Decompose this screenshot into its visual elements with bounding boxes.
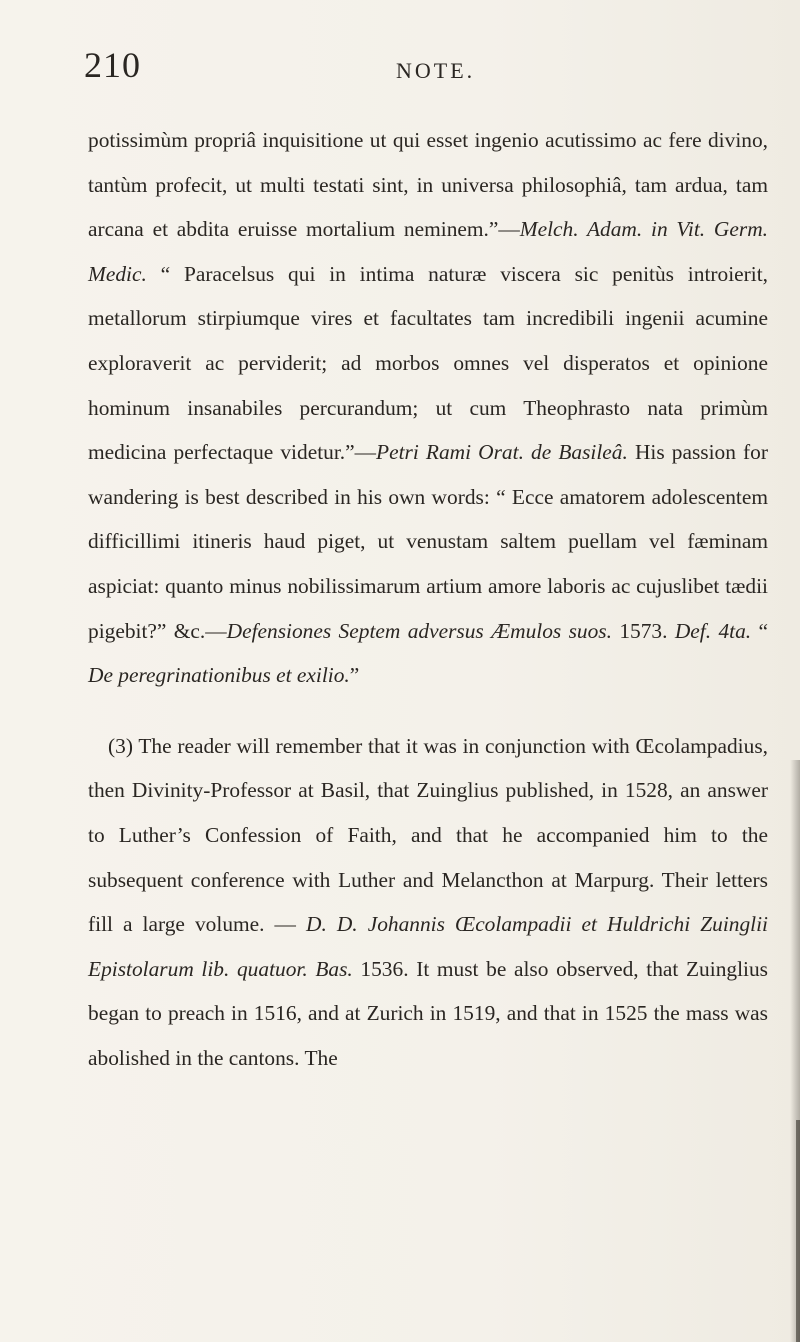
page-edge-dark	[796, 1120, 800, 1342]
paragraph-1	[88, 118, 768, 698]
text-run: potissimùm propriâ inquisitione ut qui esset ingenio acutissimo ac fere divino, tantùm profecit, ut multi testati sint, in universa philosophiâ, tam ardua, tam arcana et abdita eruisse mortalium neminem.”—	[88, 128, 768, 242]
text-run: 1573.	[611, 618, 675, 643]
citation-de-peregrinationibus: De peregrinationibus et exilio.	[88, 663, 350, 688]
citation-epistolarum: D. D. Johannis Œcolampadii et Huldrichi Zuinglii Epistolarum lib. quatuor. Bas.	[88, 912, 768, 981]
citation-defensiones: Defensiones Septem adversus Æmulos suos.	[226, 618, 612, 643]
text-run: “ Paracelsus qui in intima naturæ viscera sic penitùs introierit, metallorum stirpiumque vires et facultates tam incredibili ingenii acumine exploraverit ac perviderit; ad morbos omnes vel disperatos et opinione hominum insanabiles percurandum; ut cum Theophrasto nata primùm medicina perfectaque videtur.”—	[88, 261, 768, 465]
text-run: 1536. It must be also observed, that Zuinglius began to preach in 1516, and at Zurich in 1519, and that in 1525 the mass was abolished in the cantons. The	[88, 956, 768, 1070]
text-run: His passion for wandering is best described in his own words: “ Ecce amatorem adolescentem difficillimi itineris haud piget, ut venustam saltem puellam vel fæminam aspiciat: quanto minus nobilissimarum artium amore laboris ac cujuslibet tædii pigebit?” &c.—	[88, 440, 769, 643]
citation-def-4ta: Def. 4ta.	[674, 618, 752, 643]
body-text	[88, 118, 768, 1080]
text-run: “	[751, 618, 768, 643]
text-run: ”	[349, 663, 360, 688]
citation-petri-rami: Petri Rami Orat. de Basileâ.	[376, 440, 628, 465]
paragraph-2	[88, 724, 768, 1081]
page-header	[0, 44, 800, 104]
running-head: NOTE.	[396, 58, 476, 83]
citation-melch-adam: Melch. Adam. in Vit. Germ. Medic.	[88, 217, 768, 286]
text-run: (3) The reader will remember that it was in conjunction with Œcolampadius, then Divinity-Professor at Basil, that Zuinglius published, in 1528, an answer to Luther’s Confession of Faith, and that he accompanied him to the subsequent conference with Luther and Melancthon at Marpurg. Their letters fill a large volume. —	[88, 733, 768, 937]
page-number: 210	[84, 45, 141, 85]
